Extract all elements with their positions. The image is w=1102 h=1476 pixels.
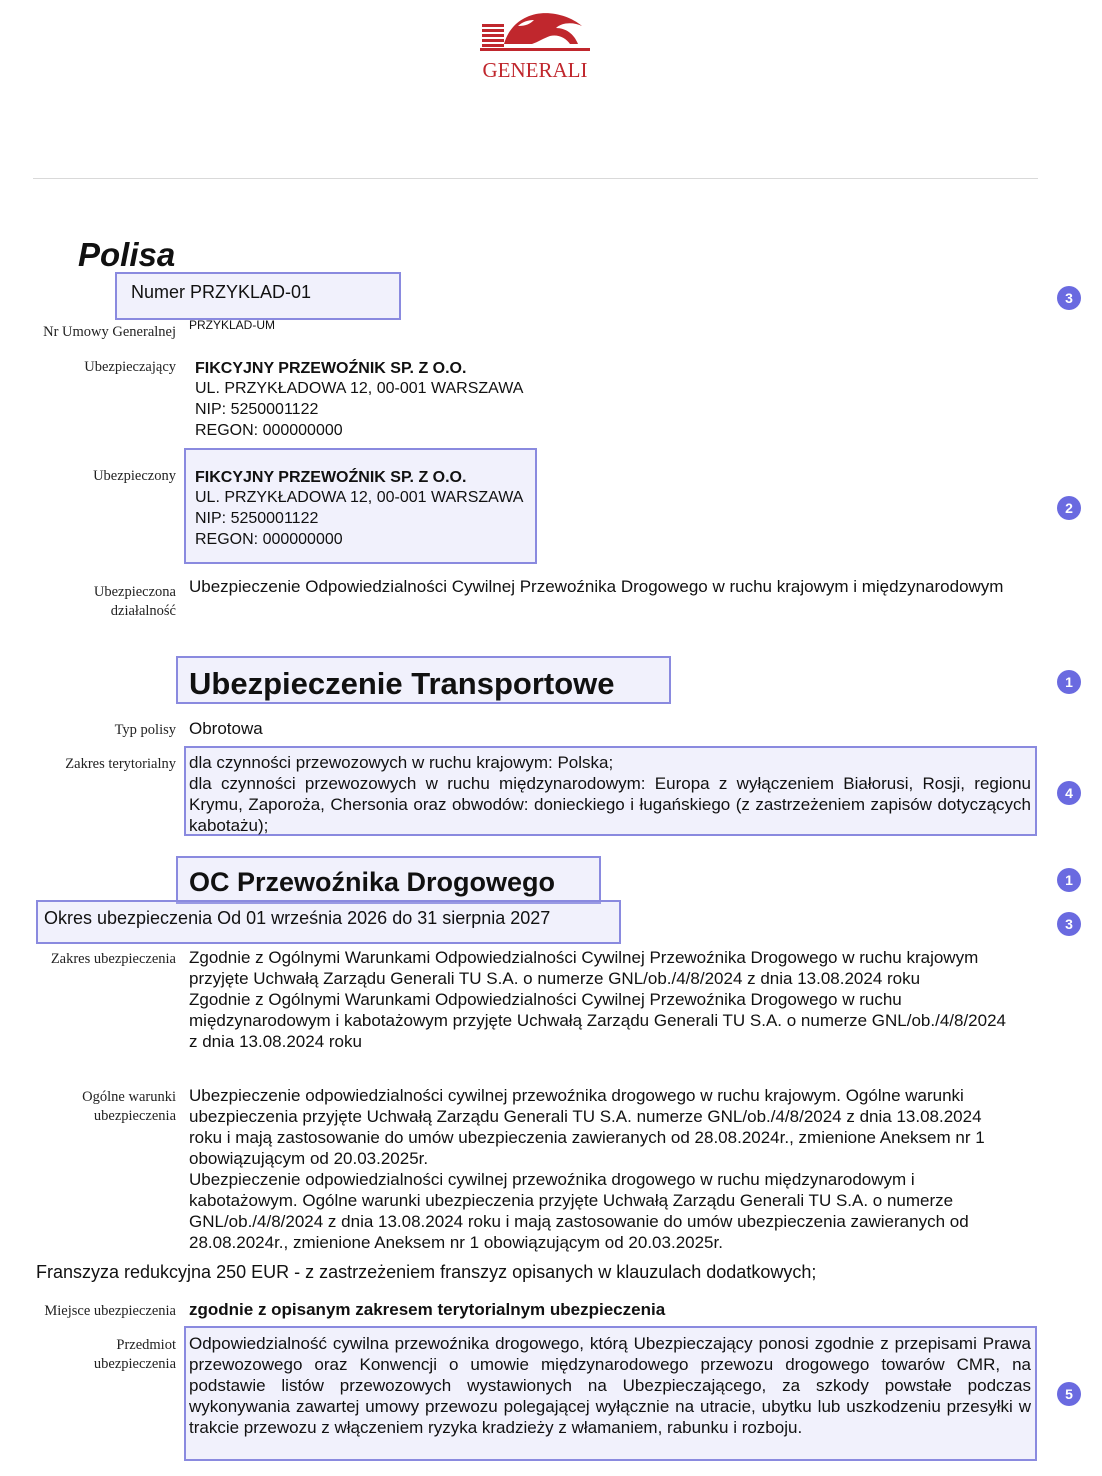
general-terms-paragraph: Ubezpieczenie odpowiedzialności cywilnej przewoźnika drogowego w ruchu międzynarodowym i kabotażowym. Ogólne warunki ubezpieczenia przyjęte Uchwałą Zarządu Generali TU S.A. o numerze GNL/ob./4/8/2024 z dnia 13.08.2024 roku i mają zastosowanie do umów ubezpieczenia zawieranych od 28.08.2024r., zmienione Aneksem nr 1 obowiązującym od 20.03.2025r.: [189, 1170, 969, 1252]
policy-type-label: Typ polisy: [114, 722, 176, 738]
activity-label: [94, 583, 176, 621]
subject-value: Odpowiedzialność cywilna przewoźnika drogowego, którą Ubezpieczający ponosi zgodnie z przepisami Prawa przewozowego oraz Konwencji o umowie międzynarodowego przewozu drogowego towarów CMR, na podstawie listów przewozowych wystawionych na Ubezpieczającego, za szkody powstałe podczas wykonywania zawartej umowy przewozu polegającej wyłącznie na utracie, ubytku lub uszkodzeniu przesyłki w trakcie przewozu z włączeniem ryzyka kradzieży z włamaniem, rabunku i rozboju.: [189, 1334, 1031, 1437]
annotation-badge: 1: [1057, 670, 1081, 694]
scope-paragraph: Zgodnie z Ogólnymi Warunkami Odpowiedzialności Cywilnej Przewoźnika Drogowego w ruchu międzynarodowym i kabotażowym przyjęte Uchwałą Zarządu Generali TU S.A. o numerze GNL/ob./4/8/2024 z dnia 13.08.2024 roku: [189, 990, 1007, 1051]
general-terms-label: [82, 1088, 176, 1126]
lion-emblem-icon: [478, 10, 592, 60]
general-terms-label-line2: ubezpieczenia: [93, 1108, 176, 1124]
page-title: Polisa: [78, 236, 176, 273]
subject-label: [94, 1336, 176, 1374]
scope-label: Zakres ubezpieczenia: [50, 951, 176, 967]
territory-line2: dla czynności przewozowych w ruchu międzynarodowym: Europa z wyłączeniem Białorusi, Rosji, regionu Krymu, Zaporoża, Chersonia oraz obwodów: donieckiego i ługańskiego (z zastrzeżeniem zapisów dotyczących kabotażu);: [189, 774, 1031, 835]
general-terms-text: [189, 1085, 1015, 1253]
annotation-badge: 4: [1057, 781, 1081, 805]
policyholder-address: UL. PRZYKŁADOWA 12, 00-001 WARSZAWA: [195, 380, 524, 397]
brand-name: GENERALI: [482, 58, 588, 82]
policyholder-nip: NIP: 5250001122: [195, 401, 319, 418]
territory-label: Zakres terytorialny: [65, 756, 176, 772]
divider: [33, 178, 1038, 179]
general-terms-label-line1: Ogólne warunki: [82, 1089, 176, 1105]
annotation-badge: 1: [1057, 868, 1081, 892]
activity-label-line2: działalność: [110, 603, 176, 619]
general-agreement-label: Nr Umowy Generalnej: [43, 324, 176, 340]
insured-address: UL. PRZYKŁADOWA 12, 00-001 WARSZAWA: [195, 489, 524, 506]
section-heading-transport: Ubezpieczenie Transportowe: [189, 666, 615, 701]
insured-nip: NIP: 5250001122: [195, 510, 319, 527]
annotation-badge: 5: [1057, 1382, 1081, 1406]
annotation-badge: 3: [1057, 912, 1081, 936]
section-heading-oc: OC Przewoźnika Drogowego: [189, 867, 556, 897]
annotation-badge: 2: [1057, 496, 1081, 520]
insured-regon: REGON: 000000000: [195, 531, 343, 548]
policyholder-regon: REGON: 000000000: [195, 422, 343, 439]
territory-line1: dla czynności przewozowych w ruchu krajowym: Polska;: [189, 753, 614, 772]
deductible-text: Franszyza redukcyjna 250 EUR - z zastrzeżeniem franszyz opisanych w klauzulach dodatkowych;: [36, 1262, 817, 1282]
insurance-period: Okres ubezpieczenia Od 01 września 2026 do 31 sierpnia 2027: [44, 908, 551, 928]
annotation-badge: 3: [1057, 286, 1081, 310]
activity-label-line1: Ubezpieczona: [93, 584, 176, 600]
insured-block: [195, 468, 523, 550]
general-agreement-value: PRZYKLAD-UM: [189, 318, 276, 332]
general-terms-paragraph: Ubezpieczenie odpowiedzialności cywilnej przewoźnika drogowego w ruchu krajowym. Ogólne warunki ubezpieczenia przyjęte Uchwałą Zarządu Generali TU S.A. numerze GNL/ob./4/8/2024 z dnia 13.08.2024 roku i mają zastosowanie do umów ubezpieczenia zawieranych od 28.08.2024r., zmienione Aneksem nr 1 obowiązującym od 20.03.2025r.: [189, 1086, 985, 1168]
scope-text: [189, 947, 1009, 1052]
subject-label-line1: Przedmiot: [116, 1337, 176, 1353]
scope-paragraph: Zgodnie z Ogólnymi Warunkami Odpowiedzialności Cywilnej Przewoźnika Drogowego w ruchu krajowym przyjęte Uchwałą Zarządu Generali TU S.A. o numerze GNL/ob./4/8/2024 z dnia 13.08.2024 roku: [189, 948, 979, 988]
place-value: zgodnie z opisanym zakresem terytorialnym ubezpieczenia: [189, 1300, 666, 1319]
subject-label-line2: ubezpieczenia: [93, 1356, 176, 1372]
policyholder-label: Ubezpieczający: [84, 359, 176, 375]
activity-value: Ubezpieczenie Odpowiedzialności Cywilnej Przewoźnika Drogowego w ruchu krajowym i międzynarodowym: [189, 577, 1004, 596]
generali-logo: [478, 10, 592, 80]
policyholder-name: FIKCYJNY PRZEWOŹNIK SP. Z O.O.: [195, 360, 467, 377]
insured-name: FIKCYJNY PRZEWOŹNIK SP. Z O.O.: [195, 469, 467, 486]
policy-number: Numer PRZYKLAD-01: [131, 282, 312, 302]
policyholder-block: [195, 359, 523, 441]
insured-label: Ubezpieczony: [93, 468, 176, 484]
policy-type-value: Obrotowa: [189, 719, 263, 738]
place-label: Miejsce ubezpieczenia: [44, 1303, 176, 1319]
